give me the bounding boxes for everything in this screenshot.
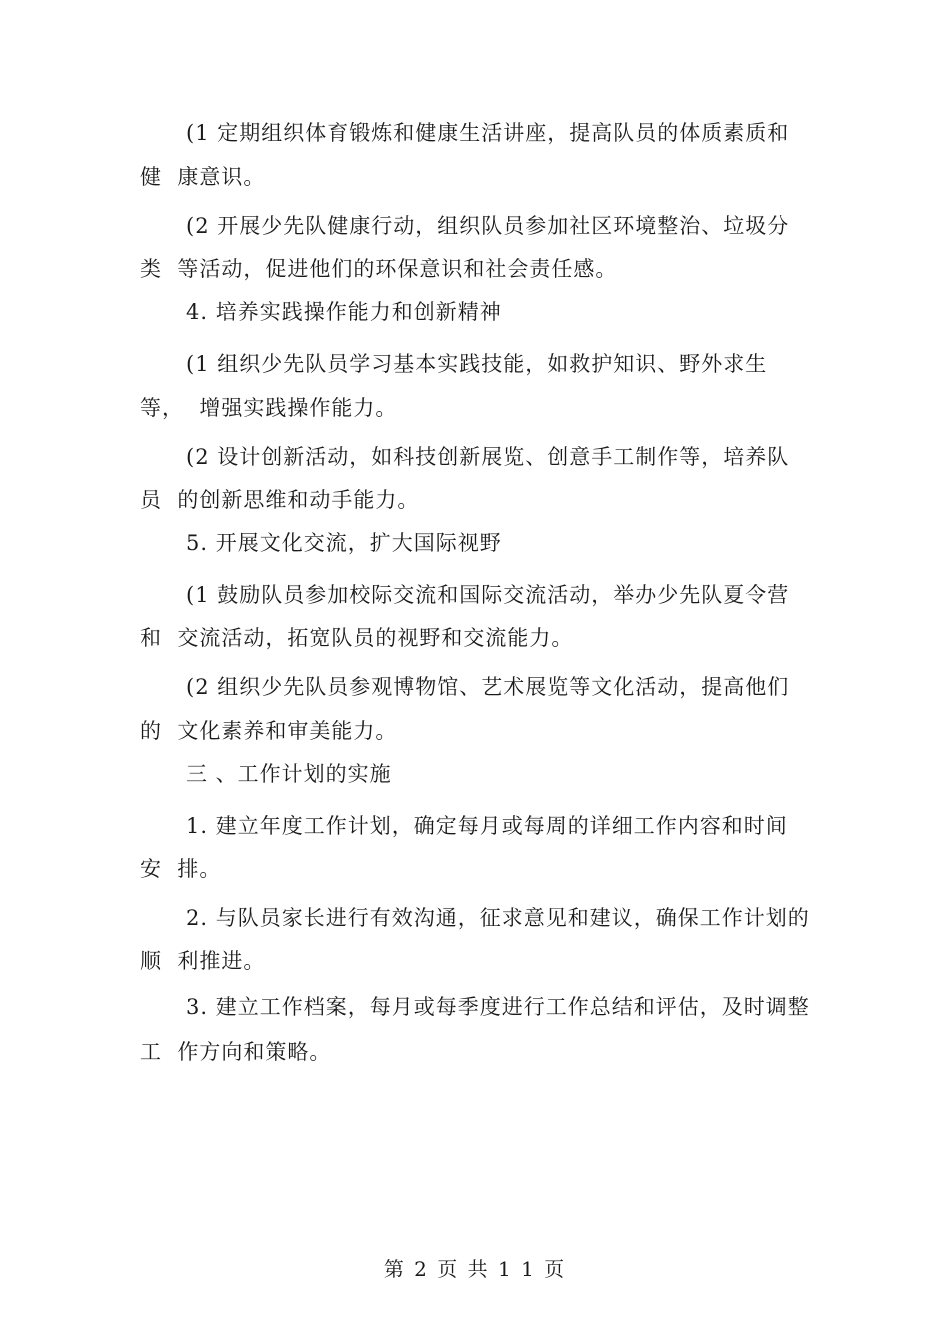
paragraph-line: (2 组织少先队员参观博物馆、艺术展览等文化活动，提高他们 (186, 675, 790, 699)
paragraph-line: 2. 与队员家长进行有效沟通，征求意见和建议，确保工作计划的 (186, 906, 810, 930)
paragraph-line: 工 作方向和策略。 (140, 1040, 332, 1064)
paragraph-line: 员 的创新思维和动手能力。 (140, 488, 420, 512)
section-heading: 三 、工作计划的实施 (186, 762, 392, 786)
paragraph-line: 顺 利推进。 (140, 949, 266, 973)
paragraph-line: (2 开展少先队健康行动，组织队员参加社区环境整治、垃圾分 (186, 214, 790, 238)
paragraph-line: 1. 建立年度工作计划，确定每月或每周的详细工作内容和时间 (186, 814, 788, 838)
paragraph-line: 类 等活动，促进他们的环保意识和社会责任感。 (140, 257, 618, 281)
paragraph-line: (1 定期组织体育锻炼和健康生活讲座，提高队员的体质素质和 (186, 121, 790, 145)
paragraph-line: (1 鼓励队员参加校际交流和国际交流活动，举办少先队夏令营 (186, 583, 790, 607)
paragraph-line: 的 文化素养和审美能力。 (140, 719, 398, 743)
section-heading: 4. 培养实践操作能力和创新精神 (186, 300, 502, 324)
paragraph-line: 安 排。 (140, 857, 222, 881)
paragraph-line: (2 设计创新活动，如科技创新展览、创意手工制作等，培养队 (186, 445, 790, 469)
paragraph-line: 健 康意识。 (140, 165, 266, 189)
paragraph-line: 和 交流活动，拓宽队员的视野和交流能力。 (140, 626, 574, 650)
paragraph-line: 3. 建立工作档案，每月或每季度进行工作总结和评估，及时调整 (186, 995, 810, 1019)
paragraph-line: (1 组织少先队员学习基本实践技能，如救护知识、野外求生 (186, 352, 768, 376)
section-heading: 5. 开展文化交流，扩大国际视野 (186, 531, 502, 555)
paragraph-line: 等， 增强实践操作能力。 (140, 396, 398, 420)
page-number-footer: 第 2 页 共 1 1 页 (383, 1257, 567, 1281)
